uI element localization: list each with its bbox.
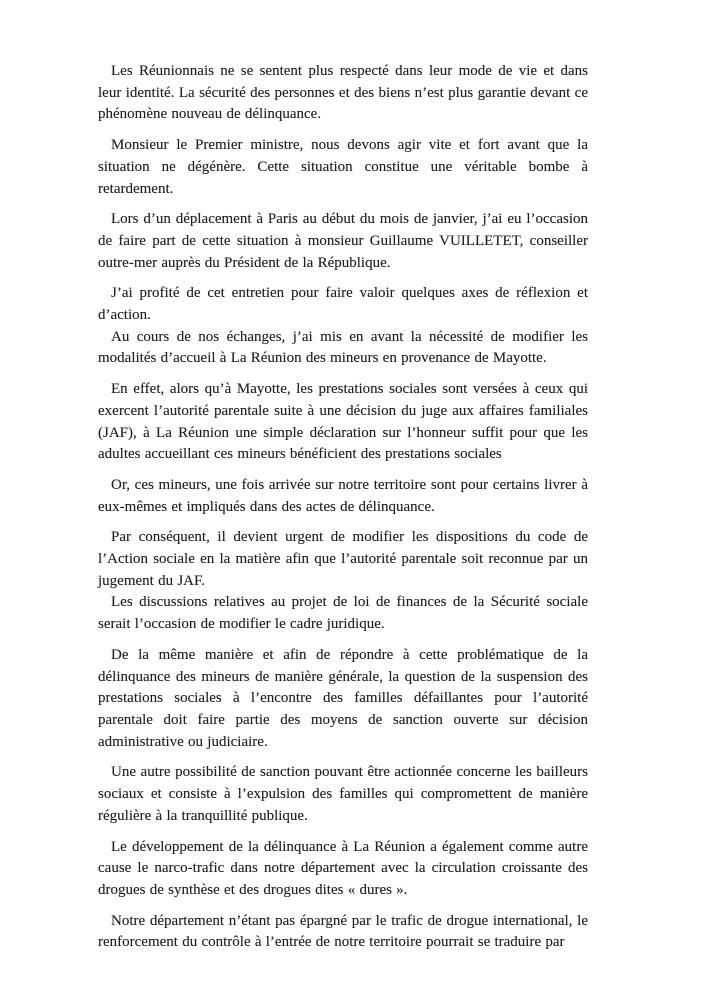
paragraph: Lors d’un déplacement à Paris au début du mois de janvier, j’ai eu l’occasion de faire part de cette situation à monsieur Guillaume VUILLETET, conseiller outre-mer auprès du Président de la République. xyxy=(98,211,588,271)
paragraph: De la même manière et afin de répondre à cette problématique de la délinquance des mineurs de manière générale, la question de la suspension des prestations sociales à l’encontre des familles défaillantes pour l’autorité parentale doit faire partie des moyens de sanction ouverte sur décision administrative ou judiciaire. xyxy=(98,646,588,750)
paragraph: Or, ces mineurs, une fois arrivée sur notre territoire sont pour certains livrer à eux-mêmes et impliqués dans des actes de délinquance. xyxy=(98,476,588,515)
paragraph-block xyxy=(98,61,588,126)
paragraph-block xyxy=(98,837,588,902)
paragraph: Le développement de la délinquance à La Réunion a également comme autre cause le narco-trafic dans notre département avec la circulation croissante des drogues de synthèse et des drogues dites « dures ». xyxy=(98,838,588,898)
paragraph-block xyxy=(98,762,588,827)
paragraph-block xyxy=(98,379,588,466)
paragraph: Notre département n’étant pas épargné par le trafic de drogue international, le renforcement du contrôle à l’entrée de notre territoire pourrait se traduire par xyxy=(98,912,588,951)
paragraph: Les Réunionnais ne se sentent plus respecté dans leur mode de vie et dans leur identité. La sécurité des personnes et des biens n’est plus garantie devant ce phénomène nouveau de délinquance. xyxy=(98,63,588,123)
paragraph-block xyxy=(98,283,588,370)
paragraph: En effet, alors qu’à Mayotte, les prestations sociales sont versées à ceux qui exercent l’autorité parentale suite à une décision du juge aux affaires familiales (JAF), à La Réunion une simple déclaration sur l’honneur suffit pour que les adultes accueillant ces mineurs bénéficient des prestations sociales xyxy=(98,381,588,463)
paragraph-block xyxy=(98,645,588,754)
paragraph: J’ai profité de cet entretien pour faire valoir quelques axes de réflexion et d’action. xyxy=(98,285,588,324)
paragraph-block xyxy=(98,911,588,954)
paragraph: Par conséquent, il devient urgent de modifier les dispositions du code de l’Action sociale en la matière afin que l’autorité parentale soit reconnue par un jugement du JAF. xyxy=(98,529,588,589)
paragraph-block xyxy=(98,209,588,274)
paragraph-block xyxy=(98,135,588,200)
paragraph: Une autre possibilité de sanction pouvant être actionnée concerne les bailleurs sociaux et consiste à l’expulsion des familles qui compromettent de manière régulière à la tranquillité publique. xyxy=(98,764,588,824)
paragraph: Monsieur le Premier ministre, nous devons agir vite et fort avant que la situation ne dégénère. Cette situation constitue une véritable bombe à retardement. xyxy=(98,137,588,197)
paragraph-block xyxy=(98,527,588,636)
paragraph: Au cours de nos échanges, j’ai mis en avant la nécessité de modifier les modalités d’accueil à La Réunion des mineurs en provenance de Mayotte. xyxy=(98,328,588,367)
paragraph: Les discussions relatives au projet de loi de finances de la Sécurité sociale serait l’occasion de modifier le cadre juridique. xyxy=(98,594,588,633)
paragraph-block xyxy=(98,475,588,518)
